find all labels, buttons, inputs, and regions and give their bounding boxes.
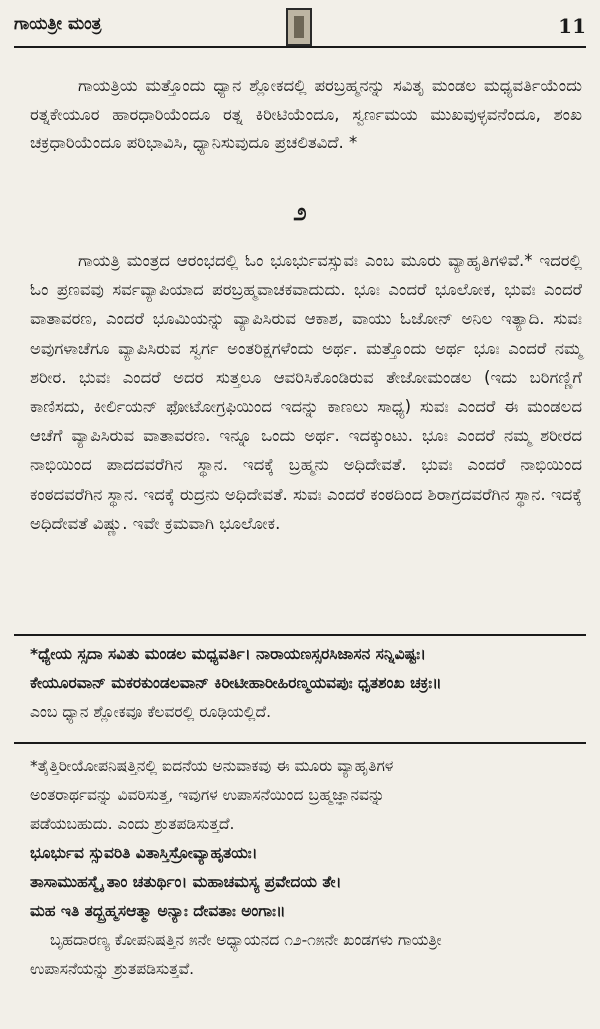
footnote-2-verse-line-3: ಮಹ ಇತಿ ತದ್ಬ್ರಹ್ಮಸಆತ್ಮಾ ಅನ್ಯಾಃ ದೇವತಾಃ ಅಂಗಾಃ॥ [30,902,286,920]
footnote-1-note: ಎಂಬ ಧ್ಯಾನ ಶ್ಲೋಕವೂ ಕೆಲವರಲ್ಲಿ ರೂಢಿಯಲ್ಲಿದೆ. [30,703,272,721]
page-header [0,0,600,58]
footnote-divider-middle [14,742,586,744]
intro-paragraph: ಗಾಯತ್ರಿಯ ಮತ್ತೊಂದು ಧ್ಯಾನ ಶ್ಲೋಕದಲ್ಲಿ ಪರಬ್ರಹ್ಮನನ್ನು ಸವಿತೃ ಮಂಡಲ ಮಧ್ಯವರ್ತಿಯೆಂದು ರತ್ನಕೇಯೂರ ಹಾರಧಾರಿಯೆಂದೂ ರತ್ನ ಕಿರೀಟಿಯೆಂದೂ, ಸ್ವರ್ಣಮಯ ಮುಖವುಳ್ಳವನೆಂದೂ, ಶಂಖ ಚಕ್ರಧಾರಿಯೆಂದೂ ಪರಿಭಾವಿಸಿ, ಧ್ಯಾನಿಸುವುದೂ ಪ್ರಚಲಿತವಿದೆ. * [30,76,582,152]
footnote-2-line-3: ಪಡೆಯಬಹುದು. ಎಂದು ಶ್ರುತಪಡಿಸುತ್ತದೆ. [30,815,235,833]
footnote-2-verse-line-1: ಭೂರ್ಭುವ ಸ್ಸುವರಿತಿ ವಿತಾಸ್ತಿಸ್ರೋವ್ಯಾಹೃತಯಃ। [30,844,258,862]
running-title: ಗಾಯತ್ರೀ ಮಂತ್ರ [14,14,102,34]
section-number: ೨ [293,198,307,226]
intro-paragraph-block [30,72,582,158]
footnote-2-line-5: ಉಪಾಸನೆಯನ್ನು ಶ್ರುತಪಡಿಸುತ್ತವೆ. [30,960,195,978]
footnote-2-line-4: ಬೃಹದಾರಣ್ಯ ಕೋಪನಿಷತ್ತಿನ ೫ನೇ ಅಧ್ಯಾಯನದ ೧೨-೧೫ನೇ ಖಂಡಗಳು ಗಾಯತ್ರೀ [50,931,442,949]
footnote-1-verse-line-2: ಕೇಯೂರವಾನ್ ಮಕರಕುಂಡಲವಾನ್ ಕಿರೀಟೀಹಾರೀಹಿರಣ್ಮಯವಪುಃ ಧೃತಶಂಖ ಚಕ್ರಃ॥ [30,674,442,692]
footnote-2-line-1: *ತೈತ್ತಿರೀಯೋಪನಿಷತ್ತಿನಲ್ಲಿ ಐದನೆಯ ಅನುವಾಕವು ಈ ಮೂರು ವ್ಯಾಹೃತಿಗಳ [30,757,394,775]
footnote-1 [30,640,582,727]
footnote-2 [30,752,582,984]
footnote-1-verse-line-1: *ಧ್ಯೇಯ ಸ್ಸದಾ ಸವಿತು ಮಂಡಲ ಮಧ್ಯವರ್ತಿ। ನಾರಾಯಣಸ್ಸರಸಿಜಾಸನ ಸನ್ನಿವಿಷ್ಟಃ। [30,645,426,663]
main-paragraph-block [30,246,582,538]
page-number: 11 [558,14,586,38]
footnote-2-line-2: ಅಂತರಾರ್ಥವನ್ನು ವಿವರಿಸುತ್ತ, ಇವುಗಳ ಉಪಾಸನೆಯಿಂದ ಬ್ರಹ್ಮಜ್ಞಾನವನ್ನು [30,786,385,804]
footnote-2-verse-line-2: ತಾಸಾಮುಹಸ್ಮೈ ತಾಂ ಚತುರ್ಥಿಂ। ಮಹಾಚಮಸ್ಯ ಪ್ರವೇದಯ ತೇ। [30,873,342,891]
footnote-divider-top [14,634,586,636]
header-emblem-icon [286,8,312,46]
main-paragraph: ಗಾಯತ್ರಿ ಮಂತ್ರದ ಆರಂಭದಲ್ಲಿ ಓಂ ಭೂರ್ಭುವಸ್ಸುವಃ ಎಂಬ ಮೂರು ವ್ಯಾಹೃತಿಗಳಿವೆ.* ಇದರಲ್ಲಿ ಓಂ ಪ್ರಣವವು ಸರ್ವವ್ಯಾಪಿಯಾದ ಪರಬ್ರಹ್ಮವಾಚಕವಾದುದು. ಭೂಃ ಎಂದರೆ ಭೂಲೋಕ, ಭುವಃ ಎಂದರೆ ವಾತಾವರಣ, ಎಂದರೆ ಭೂಮಿಯನ್ನು ವ್ಯಾಪಿಸಿರುವ ಆಕಾಶ, ವಾಯು ಓಜೋನ್ ಅನಿಲ ಇತ್ಯಾದಿ. ಸುವಃ ಅವುಗಳಾಚೆಗೂ ವ್ಯಾಪಿಸಿರುವ ಸ್ವರ್ಗ ಅಂತರಿಕ್ಷಗಳೆಂದು ಅರ್ಥ. ಮತ್ತೊಂದು ಅರ್ಥ ಭೂಃ ಎಂದರೆ ನಮ್ಮ ಶರೀರ. ಭುವಃ ಎಂದರೆ ಅದರ ಸುತ್ತಲೂ ಆವರಿಸಿಕೊಂಡಿರುವ ತೇಜೋಮಂಡಲ (ಇದು ಬರಿಗಣ್ಣಿಗೆ ಕಾಣಿಸದು, ಕೀರ್ಲಿಯನ್ ಫೋಟೋಗ್ರಫಿಯಿಂದ ಇದನ್ನು ಕಾಣಲು ಸಾಧ್ಯ) ಸುವಃ ಎಂದರೆ ಈ ಮಂಡಲದ ಆಚೆಗೆ ವ್ಯಾಪಿಸಿರುವ ವಾತಾವರಣ. ಇನ್ನೂ ಒಂದು ಅರ್ಥ. ಇದಕ್ಕುಂಟು. ಭೂಃ ಎಂದರೆ ನಮ್ಮ ಶರೀರದ ನಾಭಿಯಿಂದ ಪಾದದವರೆಗಿನ ಸ್ಥಾನ. ಇದಕ್ಕೆ ಬ್ರಹ್ಮನು ಅಧಿದೇವತೆ. ಭುವಃ ಎಂದರೆ ನಾಭಿಯಿಂದ ಕಂಠದವರೆಗಿನ ಸ್ಥಾನ. ಇದಕ್ಕೆ ರುದ್ರನು ಅಧಿದೇವತೆ. ಸುವಃ ಎಂದರೆ ಕಂಠದಿಂದ ಶಿರಾಗ್ರದವರೆಗಿನ ಸ್ಥಾನ. ಇದಕ್ಕೆ ಅಧಿದೇವತೆ ವಿಷ್ಣು. ಇವೇ ಕ್ರಮವಾಗಿ ಭೂಲೋಕ. [30,251,582,533]
header-divider [14,46,586,48]
